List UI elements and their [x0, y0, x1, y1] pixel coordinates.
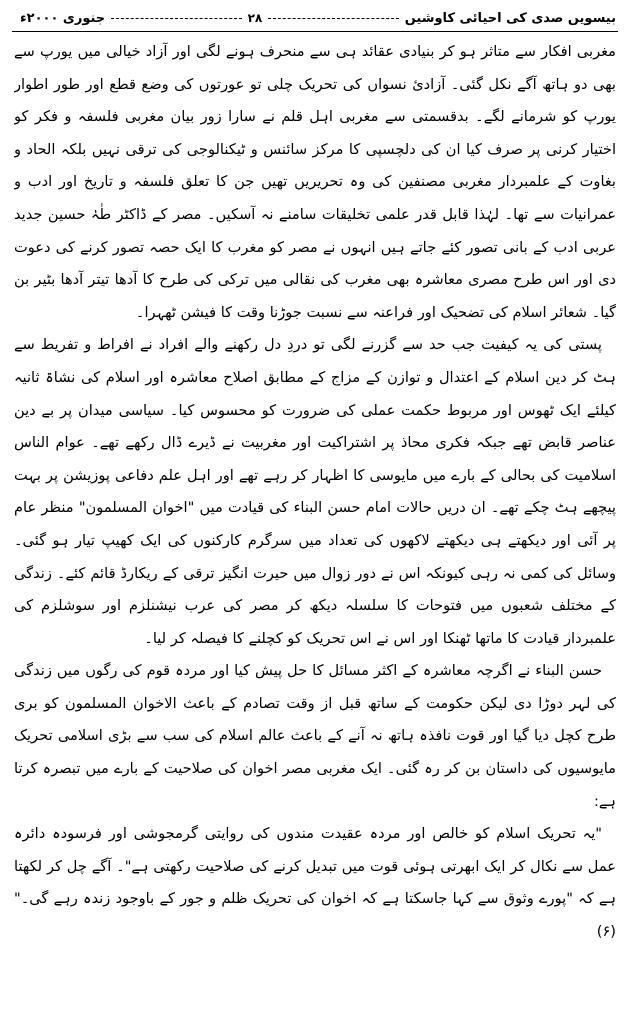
paragraph: پستی کی یہ کیفیت جب حد سے گزرنے لگی تو دردِ دل رکھنے والے افراد نے افراط و تفریط سے ہٹ کر دین اسلام کے اعتدال و توازن کے مزاج کے مطابق اصلاح معاشرہ اور اسلام کی نشاۃ ثانیہ کیلئے ایک ٹھوس اور مربوط حکمت عملی کی ضرورت کو محسوس کیا۔ سیاسی میدان پر بے دین عناصر قابض تھے جبکہ فکری محاذ پر اشتراکیت اور مغربیت نے ڈیرے ڈال رکھے تھے۔ عوام الناس اسلامیت کی بحالی کے بارے میں مایوسی کا اظہار کر رہے تھے اور اہل علم دفاعی پوزیشن پر بہت پیچھے ہٹ چکے تھے۔ ان دریں حالات امام حسن البناء کی قیادت میں "اخوان المسلمون" منظر عام پر آئی اور دیکھتے ہی دیکھتے لاکھوں کی تعداد میں سرگرم کارکنوں کی ایک کھیپ تیار ہو گئی۔ وسائل کی کمی نہ رہی کیونکہ اس نے دور زوال میں حیرت انگیز ترقی کے ریکارڈ قائم کئے۔ زندگی کے مختلف شعبوں میں فتوحات کا سلسلہ دیکھ کر مصر کی عرب نیشنلزم اور سوشلزم کی علمبردار قیادت کا ماتھا ٹھنکا اور اس نے اس تحریک کو کچلنے کا فیصلہ کر لیا۔ [14, 336, 616, 647]
issue-date: جنوری ۲۰۰۰ء [19, 10, 106, 26]
header-rule [12, 31, 618, 32]
block-quote: "یہ تحریک اسلام کو خالص اور مردہ عقیدت مندوں کی روایتی گرمجوشی اور فرسودہ دائرہ عمل سے نکال کر ایک ابھرتی ہوئی قوت میں تبدیل کرنے کی صلاحیت رکھتی ہے"۔ آگے چل کر لکھتا ہے کہ "پورے وثوق سے کہا جاسکتا ہے کہ اخوان کی تحریک ظلم و جور کے باوجود زندہ رہے گی۔" (۶) [14, 825, 616, 941]
article-body [14, 36, 616, 1017]
page-number: ۲۸ [247, 11, 263, 25]
chapter-title: بیسویں صدی کی احیائی کاوشیں [404, 10, 616, 26]
paragraph: حسن البناء نے اگرچہ معاشرہ کے اکثر مسائل کا حل پیش کیا اور مردہ قوم کی رگوں میں زندگی کی لہر دوڑا دی لیکن حکومت کے ساتھ قبل از وقت تصادم کے باعث الاخوان المسلمون کو بری طرح کچل دیا گیا اور قوت نافذہ ہاتھ نہ آنے کے باعث عالم اسلام کی سب سے بڑی اسلامی تحریک مایوسیوں کی داستان بن کر رہ گئی۔ ایک مغربی مصر اخوان کی صلاحیت کے بارے میں تبصرہ کرتا ہے: [14, 662, 616, 810]
header-divider [268, 18, 398, 19]
page-header [20, 6, 616, 30]
paragraph: مغربی افکار سے متاثر ہو کر بنیادی عقائد ہی سے منحرف ہونے لگی اور آزاد خیالی میں یورپ سے بھی دو ہاتھ آگے نکل گئی۔ آزادیٔ نسواں کی تحریک چلی تو عورتوں کی وضع قطع اور طور اطوار یورپ کو شرمانے لگے۔ بدقسمتی سے مغربی اہل قلم نے سارا زور بیان مغربی فلسفہ و فکر کو اختیار کرنی پر صرف کیا ان کی دلچسپی کا مرکز سائنس و ٹیکنالوجی کی ترقی نہیں بلکہ الحاد و بغاوت کے علمبردار مغربی مصنفین کی وہ تحریریں تھیں جن کا تعلق فلسفہ و تاریخ اور ادب و عمرانیات سے تھا۔ لہٰذا قابل قدر علمی تخلیقات سامنے نہ آسکیں۔ مصر کے ڈاکٹر طٰہٰ حسین جدید عربی ادب کے بانی تصور کئے جاتے ہیں انہوں نے مصر کو مغرب کا ایک حصہ تصور کرنے کی دعوت دی اور اس طرح مصری معاشرہ بھی مغرب کی نقالی میں ترکی کی طرح کا آدھا تیتر آدھا بٹیر بن گیا۔ شعائر اسلام کی تضحیک اور فراعنہ سے نسبت جوڑنا وقت کا فیشن ٹھہرا۔ [14, 43, 616, 321]
header-divider [111, 18, 241, 19]
